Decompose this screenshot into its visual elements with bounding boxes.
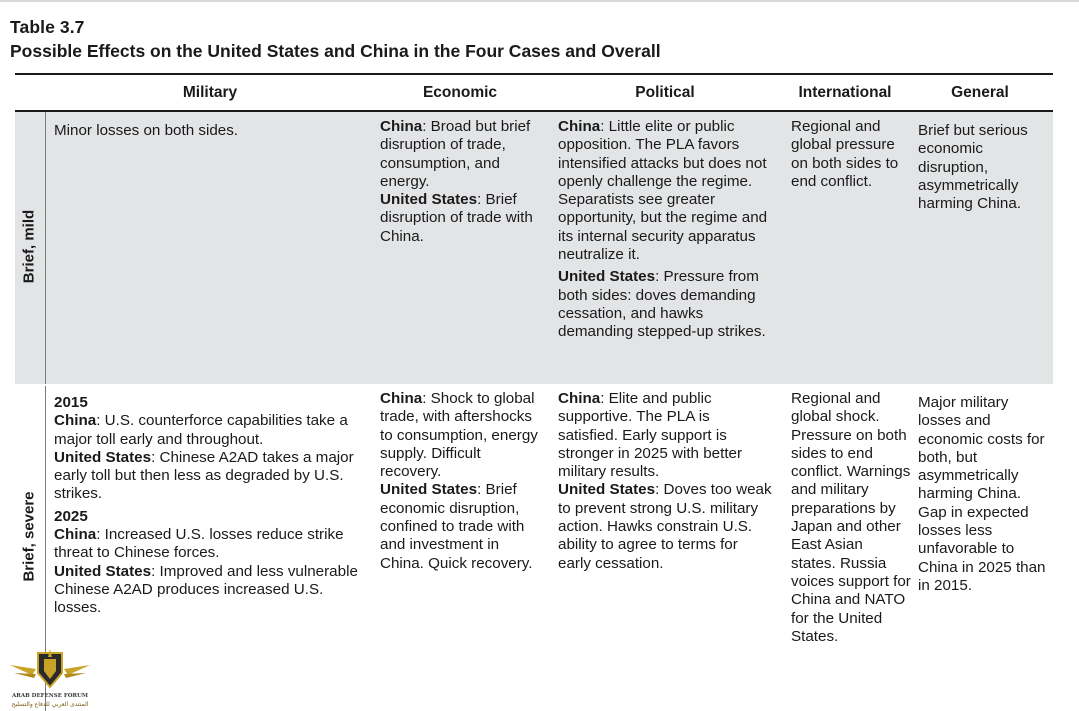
cell-text: : Broad but brief disruption of trade, consumption, and energy. — [380, 118, 531, 190]
cell-mild-military — [54, 122, 364, 140]
label-united-states: United States — [54, 448, 152, 466]
year-heading: 2025 — [54, 507, 88, 525]
label-united-states: United States — [380, 481, 478, 499]
label-china: China — [558, 118, 601, 135]
top-border — [0, 0, 1079, 2]
cell-severe-international — [791, 390, 911, 646]
year-heading: 2015 — [54, 394, 88, 411]
cell-severe-military — [54, 394, 372, 618]
label-united-states: United States — [558, 481, 656, 499]
table-top-rule — [15, 73, 1053, 75]
col-header-political: Political — [635, 84, 695, 101]
cell-text: : Increased U.S. losses reduce strike threat to Chinese forces. — [54, 526, 344, 562]
cell-text: : Little elite or public opposition. The PLA favors intensified attacks but does not openly challenge the regime. Separatists see greater opportunity, but the regime and its internal security apparatus neutralize it. — [558, 118, 768, 264]
label-china: China — [380, 118, 423, 135]
table-number: Table 3.7 — [10, 17, 85, 37]
watermark-english: ARAB DEFENSE FORUM — [12, 693, 88, 699]
label-china: China — [380, 390, 423, 407]
label-china: China — [558, 390, 601, 407]
row-label-brief-mild: Brief, mild — [20, 209, 38, 284]
watermark-arabic: المنتدى العربي للدفاع والتسليح — [11, 701, 89, 708]
forum-logo — [6, 647, 94, 711]
label-united-states: United States — [380, 191, 478, 209]
cell-text: : Brief economic disruption, confined to trade with and investment in China. Quick recovery. — [380, 481, 533, 572]
cell-severe-economic — [380, 390, 542, 573]
cell-mild-economic — [380, 118, 540, 246]
cell-mild-general — [918, 122, 1048, 213]
cell-mild-international — [791, 118, 913, 191]
cell-text: Minor losses on both sides. — [54, 122, 239, 139]
label-united-states: United States — [54, 562, 152, 580]
cell-text: Regional and global shock. Pressure on both sides to end conflict. Warnings and military preparations by Japan and other East Asian states. Russia voices support for China and NATO for the United States. — [791, 390, 911, 645]
cell-mild-political — [558, 118, 772, 342]
col-header-international: International — [798, 84, 892, 101]
cell-text: : Shock to global trade, with aftershocks to consumption, energy supply. Difficult recovery. — [380, 390, 538, 481]
cell-text: : Pressure from both sides: doves demanding cessation, and hawks demanding stepped-up strikes. — [558, 268, 766, 341]
cell-severe-political — [558, 390, 772, 573]
label-china: China — [54, 526, 97, 544]
row-divider — [45, 112, 46, 384]
col-header-military: Military — [182, 84, 238, 101]
cell-text: Regional and global pressure on both sides to end conflict. — [791, 118, 899, 190]
label-united-states: United States — [558, 268, 656, 286]
cell-text: : Elite and public supportive. The PLA is satisfied. Early support is stronger in 2025 with better military results. — [558, 390, 743, 481]
row-label-brief-severe: Brief, severe — [20, 491, 38, 582]
cell-text: : Brief disruption of trade with China. — [380, 191, 533, 245]
cell-text: : Improved and less vulnerable Chinese A2AD produces increased U.S. losses. — [54, 562, 358, 617]
table-title: Possible Effects on the United States and China in the Four Cases and Overall — [10, 41, 661, 61]
shield-icon — [6, 647, 94, 695]
cell-text: : U.S. counterforce capabilities take a major toll early and throughout. — [54, 412, 348, 448]
col-header-general: General — [951, 84, 1009, 101]
cell-text: Brief but serious economic disruption, asymmetrically harming China. — [918, 122, 1028, 213]
cell-text: : Doves too weak to prevent strong U.S. military action. Hawks constrain U.S. ability to agree to terms for early cessation. — [558, 481, 772, 572]
cell-text: Major military losses and economic costs for both, but asymmetrically harming China. Gap in expected losses less unfavorable to China in 2025 than in 2015. — [918, 394, 1046, 594]
cell-severe-general — [918, 394, 1048, 595]
cell-text: : Chinese A2AD takes a major early toll but then less as degraded by U.S. strikes. — [54, 448, 354, 503]
col-header-economic: Economic — [422, 84, 498, 101]
label-china: China — [54, 412, 97, 430]
